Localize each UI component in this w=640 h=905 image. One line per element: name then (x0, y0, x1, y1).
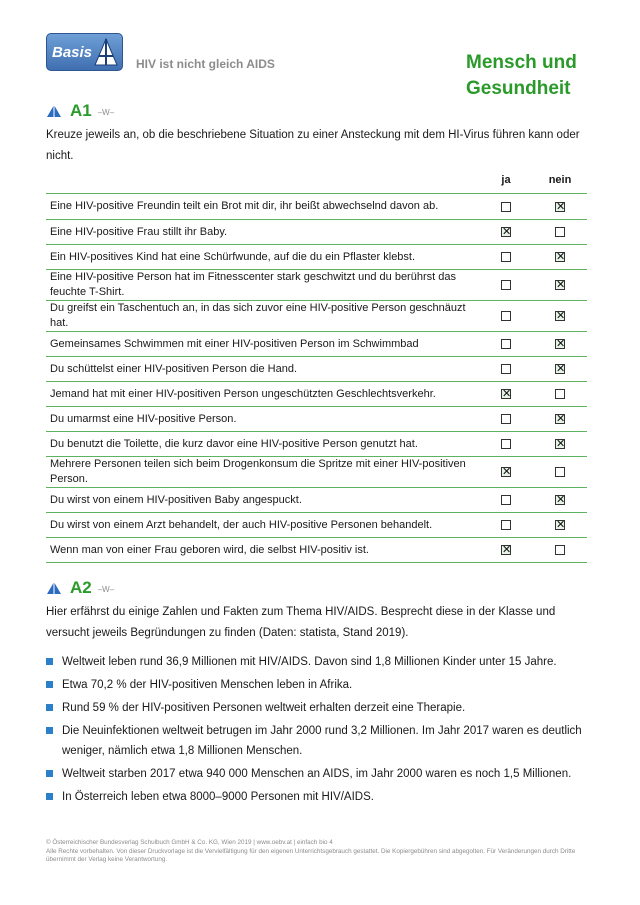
fact-text: Weltweit starben 2017 etwa 940 000 Menschen an AIDS, im Jahr 2000 waren es noch 1,5 Millionen. (62, 768, 572, 780)
checkbox-nein[interactable] (555, 364, 565, 374)
task-a2-instruction: Hier erfährst du einige Zahlen und Fakten zum Thema HIV/AIDS. Besprecht diese in der Klasse und versucht jeweils Begründungen zu finden (Daten: statista, Stand 2019). (46, 606, 556, 639)
cell-nein (533, 389, 587, 399)
statement-text: Wenn man von einer Frau geboren wird, die selbst HIV-positiv ist. (50, 543, 369, 556)
checkbox-nein[interactable] (555, 545, 565, 555)
task-code: A1 (70, 101, 92, 120)
checkbox-nein[interactable] (555, 280, 565, 290)
table-row (46, 357, 587, 382)
checkbox-ja[interactable] (501, 414, 511, 424)
checkbox-ja[interactable] (501, 227, 511, 237)
checkbox-nein[interactable] (555, 227, 565, 237)
table-row (46, 457, 587, 488)
cell-ja (479, 467, 533, 477)
list-item (46, 764, 594, 784)
check-mark-icon: ✕ (556, 494, 566, 506)
cell-nein (533, 280, 587, 290)
cell-ja (479, 414, 533, 424)
footer (46, 839, 594, 865)
table-header (46, 167, 587, 194)
subject-title-line-2: Gesundheit (466, 78, 571, 99)
cell-nein (533, 311, 587, 321)
fact-text: Die Neuinfektionen weltweit betrugen im Jahr 2000 rund 3,2 Millionen. Im Jahr 2017 waren es deutlich weniger, nämlich etwa 1,8 Millionen Menschen. (62, 725, 582, 757)
list-item (46, 721, 594, 761)
cell-ja (479, 439, 533, 449)
bullet-square-icon (46, 658, 53, 665)
check-mark-icon: ✕ (556, 413, 566, 425)
table-row (46, 382, 587, 407)
cell-nein (533, 339, 587, 349)
table-row (46, 332, 587, 357)
checkbox-ja[interactable] (501, 495, 511, 505)
table-row (46, 513, 587, 538)
statement-text: Du wirst von einem HIV-positiven Baby angespuckt. (50, 493, 302, 506)
cell-nein (533, 467, 587, 477)
cell-ja (479, 364, 533, 374)
fact-text: Weltweit leben rund 36,9 Millionen mit HIV/AIDS. Davon sind 1,8 Millionen Kinder unter 15 Jahre. (62, 656, 557, 668)
check-mark-icon: ✕ (556, 438, 566, 450)
fact-text: Etwa 70,2 % der HIV-positiven Menschen leben in Afrika. (62, 679, 353, 691)
bullet-square-icon (46, 770, 53, 777)
check-mark-icon: ✕ (556, 519, 566, 531)
cell-nein (533, 364, 587, 374)
check-mark-icon: ✕ (556, 279, 566, 291)
check-mark-icon: ✕ (556, 200, 566, 213)
cell-nein (533, 227, 587, 237)
cell-nein (533, 520, 587, 530)
column-header-ja: ja (501, 174, 511, 186)
task-code: A2 (70, 578, 92, 597)
checkbox-ja[interactable] (501, 439, 511, 449)
statement-text: Du wirst von einem Arzt behandelt, der auch HIV-positive Personen behandelt. (50, 518, 433, 531)
rights-notice: Alle Rechte vorbehalten. Von dieser Druckvorlage ist die Vervielfältigung für den eigenen Unterrichtsgebrauch gestattet. Die Kopiergebühren sind abgegolten. Für Veränderungen durch Dritte übernimmt der Verlag keine Verantwortung. (46, 847, 576, 863)
checkbox-nein[interactable] (555, 252, 565, 262)
cell-nein (533, 202, 587, 212)
statement-text: Eine HIV-positive Frau stillt ihr Baby. (50, 225, 228, 238)
subject-title (466, 50, 626, 102)
cell-ja (479, 339, 533, 349)
table-row (46, 245, 587, 270)
task-level-icon (46, 104, 62, 118)
statement-text: Du benutzt die Toilette, die kurz davor eine HIV-positive Person genutzt hat. (50, 437, 418, 450)
fact-text: Rund 59 % der HIV-positiven Personen weltweit erhalten derzeit eine Therapie. (62, 702, 466, 714)
checkbox-ja[interactable] (501, 202, 511, 212)
table-row (46, 407, 587, 432)
checkbox-ja[interactable] (501, 389, 511, 399)
cell-ja (479, 252, 533, 262)
list-item (46, 675, 594, 695)
list-item (46, 787, 594, 807)
cell-nein (533, 252, 587, 262)
statement-text: Du schüttelst einer HIV-positiven Person die Hand. (50, 362, 298, 375)
checkbox-nein[interactable] (555, 339, 565, 349)
statement-text: Ein HIV-positives Kind hat eine Schürfwunde, auf die du ein Pflaster klebst. (50, 250, 416, 263)
cell-ja (479, 520, 533, 530)
task-level: –W– (97, 585, 115, 594)
table-row (46, 301, 587, 332)
task-level-icon (46, 581, 62, 595)
checkbox-ja[interactable] (501, 339, 511, 349)
checkbox-nein[interactable] (555, 389, 565, 399)
statement-text: Jemand hat mit einer HIV-positiven Person ungeschützten Geschlechtsverkehr. (50, 387, 436, 400)
checkbox-nein[interactable] (555, 467, 565, 477)
cell-ja (479, 227, 533, 237)
table-row (46, 488, 587, 513)
statement-text: Eine HIV-positive Person hat im Fitnesscenter stark geschwitzt und du berührst das feuchte T-Shirt. (50, 271, 456, 298)
list-item (46, 652, 594, 672)
statement-text: Mehrere Personen teilen sich beim Drogenkonsum die Spritze mit einer HIV-positiven Person. (50, 458, 466, 485)
statement-table (46, 167, 587, 563)
basis-logo (46, 33, 123, 71)
logo-text: Basis (52, 44, 93, 61)
statement-text: Du greifst ein Taschentuch an, in das sich zuvor eine HIV-positive Person geschnäuzt hat. (50, 302, 466, 329)
table-row (46, 220, 587, 245)
checkbox-nein[interactable] (555, 520, 565, 530)
table-row (46, 432, 587, 457)
bullet-square-icon (46, 681, 53, 688)
check-mark-icon: ✕ (502, 388, 512, 400)
cell-ja (479, 202, 533, 212)
cell-ja (479, 280, 533, 290)
statement-text: Du umarmst eine HIV-positive Person. (50, 412, 237, 425)
cell-nein (533, 439, 587, 449)
bullet-square-icon (46, 704, 53, 711)
task-a1-heading (46, 101, 114, 121)
cell-ja (479, 389, 533, 399)
checkbox-ja[interactable] (501, 467, 511, 477)
table-row (46, 538, 587, 563)
table-row (46, 194, 587, 220)
cell-nein (533, 414, 587, 424)
checkbox-nein[interactable] (555, 202, 565, 212)
cell-nein (533, 495, 587, 505)
checkbox-nein[interactable] (555, 495, 565, 505)
statement-text: Gemeinsames Schwimmen mit einer HIV-positiven Person im Schwimmbad (50, 337, 419, 350)
check-mark-icon: ✕ (502, 544, 512, 556)
checkbox-ja[interactable] (501, 252, 511, 262)
fact-list (46, 652, 594, 810)
check-mark-icon: ✕ (556, 363, 566, 375)
cell-ja (479, 311, 533, 321)
cell-ja (479, 495, 533, 505)
check-mark-icon: ✕ (502, 226, 512, 238)
list-item (46, 698, 594, 718)
checkbox-nein[interactable] (555, 311, 565, 321)
cell-nein (533, 545, 587, 555)
checkbox-ja[interactable] (501, 520, 511, 530)
bullet-square-icon (46, 793, 53, 800)
checkbox-ja[interactable] (501, 280, 511, 290)
copyright-line: © Österreichischer Bundesverlag Schulbuch GmbH & Co. KG, Wien 2019 | www.oebv.at | einfach bio 4 (46, 839, 333, 846)
check-mark-icon: ✕ (556, 338, 566, 350)
column-header-nein: nein (548, 174, 572, 186)
checkbox-nein[interactable] (555, 414, 565, 424)
checkbox-ja[interactable] (501, 311, 511, 321)
checkbox-nein[interactable] (555, 439, 565, 449)
task-a1-instruction: Kreuze jeweils an, ob die beschriebene Situation zu einer Ansteckung mit dem HI-Virus führen kann oder nicht. (46, 129, 580, 162)
cell-ja (479, 545, 533, 555)
logo-triangle-icon (93, 37, 119, 67)
task-level: –W– (97, 108, 115, 117)
table-row (46, 270, 587, 301)
subject-title-line-1: Mensch und (466, 52, 577, 73)
check-mark-icon: ✕ (502, 466, 512, 478)
fact-text: In Österreich leben etwa 8000–9000 Personen mit HIV/AIDS. (62, 791, 374, 803)
check-mark-icon: ✕ (556, 310, 566, 322)
task-a2-heading (46, 578, 114, 598)
bullet-square-icon (46, 727, 53, 734)
checkbox-ja[interactable] (501, 545, 511, 555)
statement-text: Eine HIV-positive Freundin teilt ein Brot mit dir, ihr beißt abwechselnd davon ab. (50, 200, 439, 212)
worksheet-topic: HIV ist nicht gleich AIDS (136, 57, 275, 71)
checkbox-ja[interactable] (501, 364, 511, 374)
check-mark-icon: ✕ (556, 251, 566, 263)
